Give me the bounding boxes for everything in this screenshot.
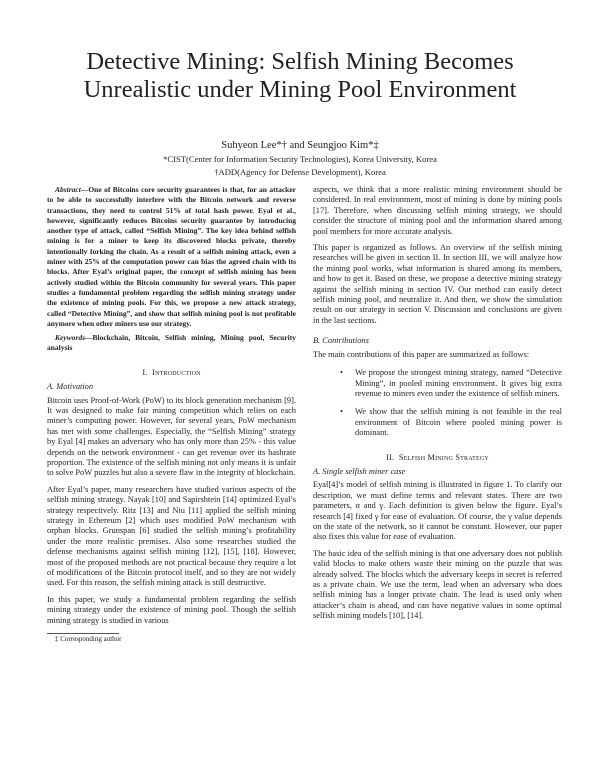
title-line-2: Unrealistic under Mining Pool Environment	[83, 76, 517, 103]
keywords	[47, 333, 296, 354]
paper-title	[40, 48, 560, 104]
affiliation-2: †ADD(Agency for Defense Development), Korea	[214, 167, 386, 177]
paragraph-organization: This paper is organized as follows. An overview of the selfish mining researches will be given in section II. In section III, we will analyze how the mining pool works, what information is shared among its members, and how to get it. Based on these, we propose a detective mining strategy against the selfish mining in section IV. Our method can easily detect selfish mining pool, and neutralize it. And then, we show the simulation result on our strategy in section V. Discussion and conclusions are given in the last sections.	[313, 243, 562, 325]
footnote: ‡ Corresponding author	[55, 635, 122, 644]
abstract-label: Abstract	[55, 185, 81, 194]
subsection-heading-contributions: B. Contributions	[313, 336, 369, 346]
paragraph-motivation-2: After Eyal’s paper, many researchers have studied various aspects of the selfish mining strategy. Nayak [10] and Sapirshtein [14] optimized Eyal’s strategy respectively. Ritz [13] and Niu [11] applied the selfish mining strategy in Ethereum [2] which uses modified PoW mechanism with orphan blocks. Grunspan [6] studied the selfish mining’s profitability under the more realistic premises. Also some researches studied the defense mechanisms against selfish mining [12], [15], [18]. However, most of the proposed methods are not practical because they require a lot of modifications of the Bitcoin protocol itself, and so they are not widely used. For this reason, the selfish mining attack is still destructive.	[47, 484, 296, 588]
list-item: • We propose the strongest mining strategy, named “Detective Mining”, in pooled mining environment. It gives big extra revenue to miners even under the existence of selfish miners.	[340, 368, 562, 398]
section-heading-introduction: I. Introduction	[142, 367, 201, 377]
paragraph-contributions-intro: The main contributions of this paper are summarized as follows:	[313, 349, 530, 359]
paragraph-aspects: aspects, we think that a more realistic mining environment should be considered. In real environment, most of mining is done by mining pools [17]. Therefore, when discussing selfish mining strategy, we should consider the structure of mining pool and the information shared among pool members for more accurate analysis.	[313, 185, 562, 236]
affiliation-1: *CIST(Center for Information Security Technologies), Korea University, Korea	[163, 154, 437, 164]
bullet-icon: •	[340, 407, 343, 417]
list-item: • We show that the selfish mining is not feasible in the real environment of Bitcoin where pooled mining power is dominant.	[340, 407, 562, 438]
paragraph-motivation-1: Bitcoin uses Proof-of-Work (PoW) to its block generation mechanism [9]. It was designed to make fair mining competition which relies on each miner’s computing power. However, for several years, PoW mechanism has met with some challenges. Especially, the “Selfish Mining” strategy by Eyal [4] makes an adversary who has only more than 25% - this value depends on the network environment - can get revenue over its hashrate proportion. The existence of the selfish mining not only means it is unfair to solve PoW puzzles but also a severe flaw in the integrity of blockchain.	[47, 395, 296, 478]
bullet-icon: •	[340, 368, 343, 378]
paragraph-single-1: Eyal[4]’s model of selfish mining is illustrated in figure 1. To clarify our description, we must define terms and relevant states. There are two parameters, α and γ. Each definition is given below the figure. Eyal’s research [4] fixed γ for ease of evaluation. Of course, the γ value depends on the state of the network, so it cannot be constant. However, our paper also fixes this value for ease of evaluation.	[313, 480, 562, 542]
subsection-heading-single-miner: A. Single selfish miner case	[313, 466, 406, 476]
abstract-text: —One of Bitcoins core security guarantees is that, for an attacker to be able to successfully interfere with the Bitcoin network and reverse transactions, they need to control 51% of total hash power. Eyal et al., however, significantly reduces Bitcoins security guarantee by introducing another type of attack, called “Selfish Mining”. The key idea behind selfish mining is for a miner to keep its discovered blocks private, thereby intentionally forking the chain. As a result of a selfish mining attack, even a miner with 25% of the computation power can bias the agreed chain with its blocks. After Eyal’s original paper, the concept of selfish mining has been actively studied within the Bitcoin community for several years. This paper studies a fundamental problem regarding the selfish mining strategy under the existence of mining pools. For this, we propose a new attack strategy, called “Detective Mining”, and show that selfish mining pool is not profitable anymore when other miners use our strategy.	[47, 185, 296, 328]
contributions-list	[313, 368, 562, 438]
paragraph-motivation-3: In this paper, we study a fundamental problem regarding the selfish mining strategy under the existence of mining pool. Though the selfish mining strategy is studied in various	[47, 594, 296, 625]
keywords-label: Keywords	[55, 333, 85, 343]
title-line-1: Detective Mining: Selfish Mining Becomes	[86, 48, 514, 75]
abstract	[47, 185, 296, 329]
section-heading-selfish-mining: II. Selfish Mining Strategy	[386, 452, 489, 462]
subsection-heading-motivation: A. Motivation	[47, 382, 94, 392]
paragraph-single-2: The basic idea of the selfish mining is that one adversary does not publish valid blocks to make others waste their mining on the puzzle that was already solved. The blocks which the adversary keeps in secret is referred as a private chain. We use the term, lead when an adversary who does selfish mining has a longer private chain. The lead is used only when attacker’s chain is ahead, and can have negative values in some optimal selfish mining models [10], [14].	[313, 548, 562, 621]
left-column	[47, 185, 296, 644]
keywords-text: —Blockchain, Bitcoin, Selfish mining, Mining pool, Security analysis	[47, 333, 296, 353]
right-column	[313, 185, 562, 622]
authors: Suhyeon Lee*† and Seungjoo Kim*‡	[221, 140, 379, 151]
